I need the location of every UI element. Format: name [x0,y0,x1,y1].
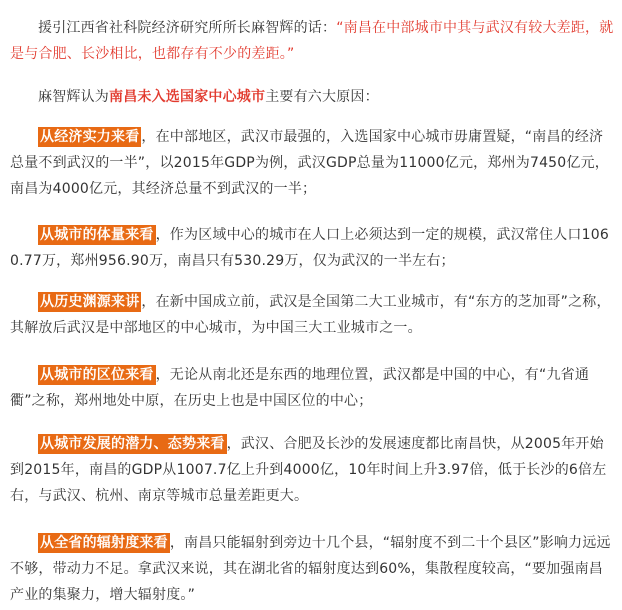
reason-text: ，在新中国成立前，武汉是全国第二大工业城市，有“东方的芝加哥”之称，其解放后武汉是中部地区的中心城市，为中国三大工业城市之一。 [10,294,611,336]
summary-paragraph [10,84,614,110]
summary-highlight: 南昌未入选国家中心城市 [109,89,266,105]
reason-economy [10,124,614,202]
reason-location [10,362,614,414]
reason-potential [10,431,614,509]
reason-tag: 从经济实力来看 [40,129,140,145]
reason-population [10,222,614,274]
reason-tag: 从城市发展的潜力、态势来看 [40,436,225,452]
reason-text: ，南昌只能辐射到旁边十几个县，“辐射度不到二十个县区”影响力远远不够，带动力不足。拿武汉来说，其在湖北省的辐射度达到60%，集散程度较高，“要加强南昌产业的集聚力，增大辐射度。” [10,535,611,603]
reason-text: ，在中部地区，武汉市最强的，入选国家中心城市毋庸置疑，“南昌的经济总量不到武汉的一半”，以2015年GDP为例，武汉GDP总量为11000亿元，郑州为7450亿元，南昌为4000亿元，其经济总量不到武汉的一半； [10,129,609,197]
reason-radiation [10,530,614,608]
reason-text: ，武汉、合肥及长沙的发展速度都比南昌快，从2005年开始到2015年，南昌的GDP从1007.7亿上升到4000亿，10年时间上升3.97倍，低于长沙的6倍左右，与武汉、杭州、南京等城市总量差距更大。 [10,436,607,504]
intro-quote: “南昌在中部城市中其与武汉有较大差距，就是与合肥、长沙相比，也都存有不少的差距。” [10,20,614,62]
reason-text: ，作为区域中心的城市在人口上必须达到一定的规模，武汉常住人口1060.77万，郑州956.90万，南昌只有530.29万，仅为武汉的一半左右； [10,227,609,269]
summary-after: 主要有六大原因： [265,89,379,105]
reason-history [10,289,614,341]
reason-tag: 从城市的区位来看 [40,367,154,383]
reason-tag: 从全省的辐射度来看 [40,535,168,551]
reason-tag: 从城市的体量来看 [40,227,154,243]
intro-paragraph [10,15,614,67]
reason-text: ，无论从南北还是东西的地理位置，武汉都是中国的中心，有“九省通衢”之称，郑州地处中原，在历史上也是中国区位的中心； [10,367,590,409]
reason-tag: 从历史渊源来讲 [40,294,140,310]
summary-before: 麻智辉认为 [38,89,109,105]
intro-lead: 援引江西省社科院经济研究所所长麻智辉的话： [38,20,337,36]
